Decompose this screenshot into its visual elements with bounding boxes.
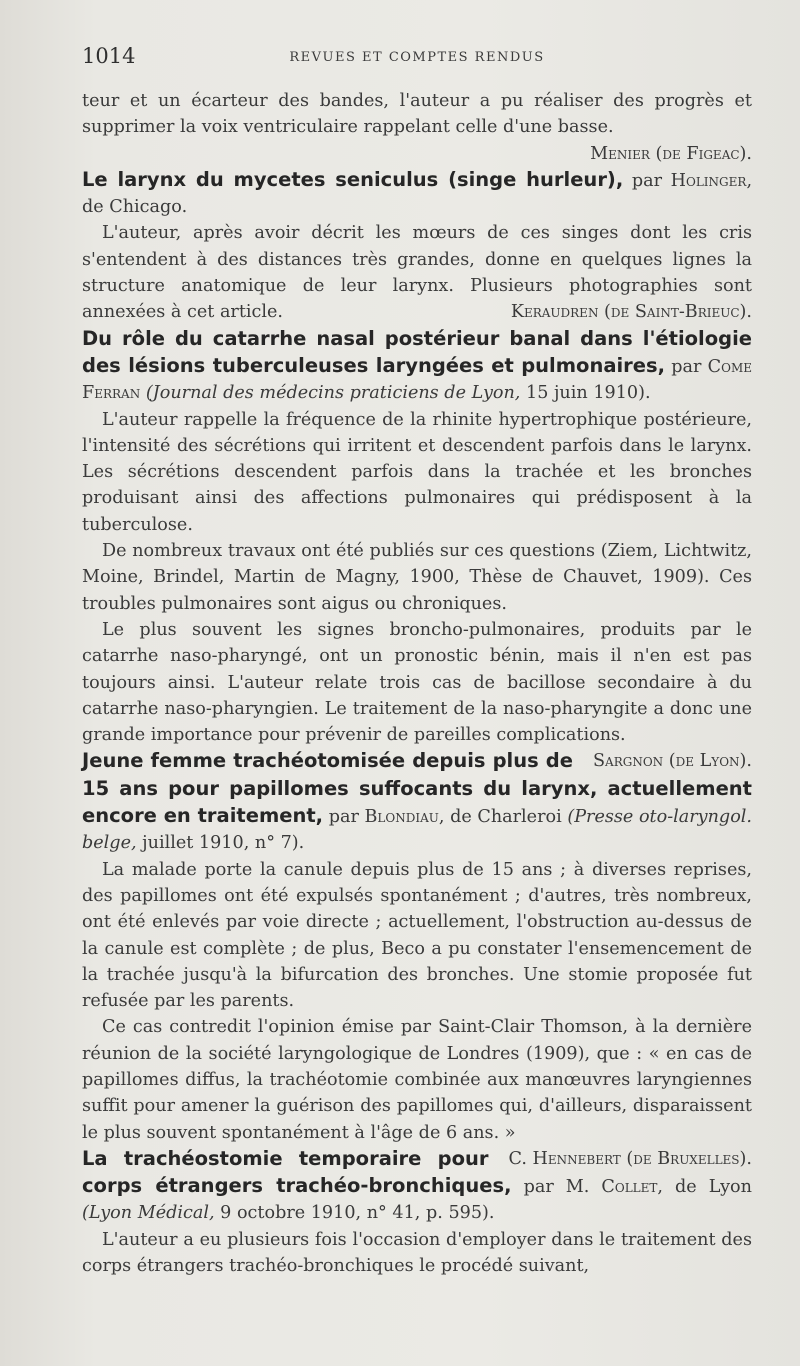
article-paragraph bbox=[82, 1014, 752, 1169]
article-paragraph: De nombreux travaux ont été publiés sur ces questions (Ziem, Lichtwitz, Moine, Brindel, Martin de Magny, 1900, Thèse de Chauvet, 1909). Ces troubles pulmonaires sont aigus ou chroniques. bbox=[82, 541, 752, 614]
article-title: Jeune femme trachéotomisée depuis plus de 15 ans pour papillomes suffocants du larynx, actuellement encore en traitement, bbox=[82, 749, 752, 828]
signature: Sargnon (de Lyon). bbox=[592, 751, 752, 772]
article-date: juillet 1910, n° 7). bbox=[142, 833, 305, 854]
paragraph-text: Le plus souvent les signes broncho-pulmonaires, produits par le catarrhe naso-pharyngé, ont un pronostic bénin, mais il n'en est pas toujours ainsi. L'auteur relate trois cas de bacillose secondaire à du catarrhe naso-pharyngien. Le traitement de la naso-pharyngite a donc une grande importance pour prévenir de pareilles complications. bbox=[82, 619, 752, 746]
page-number: 1014 bbox=[82, 44, 136, 68]
continued-text: teur et un écarteur des bandes, l'auteur a pu réaliser des progrès et supprimer la voix ventriculaire rappelant celle d'une basse. bbox=[82, 91, 752, 138]
signature: Keraudren (de Saint-Brieuc). bbox=[510, 302, 752, 323]
byline-by: par bbox=[328, 807, 359, 828]
article-heading bbox=[82, 326, 752, 407]
article-author: Blondiau bbox=[364, 807, 439, 828]
article-paragraph bbox=[82, 617, 752, 772]
article-author: Holinger bbox=[670, 170, 747, 191]
author-location: , de Lyon bbox=[657, 1177, 752, 1198]
article-source: (Journal des médecins praticiens de Lyon, bbox=[145, 383, 521, 404]
byline-by: par M. bbox=[523, 1177, 590, 1198]
signature: Menier (de Figeac). bbox=[590, 143, 752, 164]
article-body bbox=[82, 220, 752, 325]
page-content bbox=[82, 88, 752, 1279]
article-title: La trachéostomie temporaire pour corps étrangers trachéo-bronchiques, bbox=[82, 1146, 512, 1198]
page-header bbox=[82, 44, 752, 74]
article-paragraph: L'auteur rappelle la fréquence de la rhinite hypertrophique postérieure, l'intensité des sécrétions qui irritent et descendent parfois dans le larynx. Les sécrétions descendent parfois dans la trachée et les bronches produisant ainsi des affections pulmonaires qui prédisposent à la tuberculose. bbox=[82, 409, 752, 535]
article-author: Collet bbox=[601, 1177, 658, 1198]
article-title: Le larynx du mycetes seniculus (singe hurleur), bbox=[82, 167, 624, 191]
byline-by: par bbox=[631, 170, 663, 191]
author-location: , de Charleroi bbox=[438, 807, 562, 828]
article-heading bbox=[82, 167, 752, 221]
article-title: Du rôle du catarrhe nasal postérieur banal dans l'étiologie des lésions tuberculeuses laryngées et pulmonaires, bbox=[82, 326, 752, 377]
article-date: 15 juin 1910). bbox=[526, 383, 651, 404]
author-location: , de Chicago. bbox=[82, 170, 753, 218]
article-date: 9 octobre 1910, n° 41, p. 595). bbox=[220, 1203, 495, 1224]
paragraph-text: Ce cas contredit l'opinion émise par Saint-Clair Thomson, à la dernière réunion de la société laryngologique de Londres (1909), que : « en cas de papillomes diffus, la trachéotomie combinée aux manœuvres laryngiennes suffit pour amener la guérison des papillomes qui, d'ailleurs, disparaissent le plus souvent spontanément à l'âge de 6 ans. » bbox=[82, 1017, 752, 1143]
article-paragraph: L'auteur a eu plusieurs fois l'occasion d'employer dans le traitement des corps étrangers trachéo-bronchiques le procédé suivant, bbox=[82, 1229, 752, 1277]
article-source: (Presse oto-laryngol. belge, bbox=[82, 807, 753, 854]
article-paragraph: La malade porte la canule depuis plus de 15 ans ; à diverses reprises, des papillomes ont été expulsés spontanément ; d'autres, très nombreux, ont été enlevés par voie directe ; actuellement, l'obstruction au-dessus de la canule est complète ; de plus, Beco a pu constater l'ensemencement de la trachée jusqu'à la bifurcation des bronches. Une stomie proposée fut refusée par les parents. bbox=[82, 859, 752, 1012]
signature: C. Hennebert (de Bruxelles). bbox=[508, 1148, 752, 1169]
article-source: (Lyon Médical, bbox=[82, 1203, 215, 1224]
byline-by: par bbox=[671, 356, 702, 377]
running-head: REVUES ET COMPTES RENDUS bbox=[289, 50, 545, 65]
paragraph-text: L'auteur, après avoir décrit les mœurs de ces singes dont les cris s'entendent à des distances très grandes, donne en quelques lignes la structure anatomique de leur larynx. Plusieurs photographies sont annexées à cet article. bbox=[82, 223, 752, 323]
continued-paragraph bbox=[82, 88, 752, 167]
article-author: Come Ferran bbox=[82, 356, 753, 404]
